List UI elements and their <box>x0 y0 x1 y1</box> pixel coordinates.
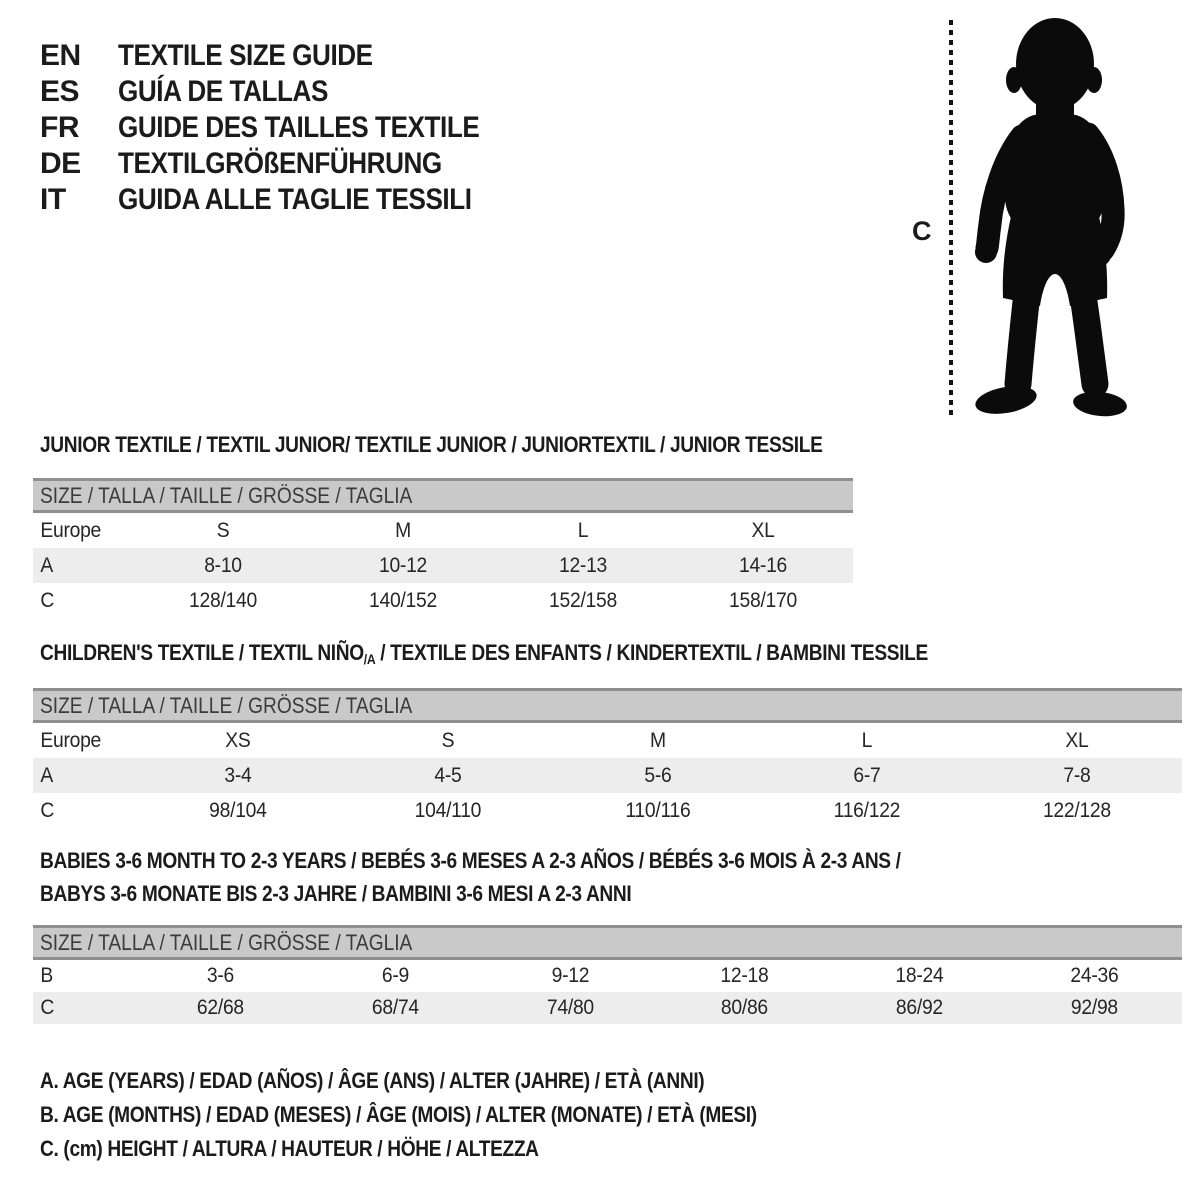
children-heading-main: CHILDREN'S TEXTILE / TEXTIL NIÑO <box>40 640 364 665</box>
table-cell: 158/170 <box>729 589 797 612</box>
table-cell: 6-9 <box>381 964 409 987</box>
table-row <box>33 548 853 583</box>
size-header-label: SIZE / TALLA / TAILLE / GRÖSSE / TAGLIA <box>40 930 413 955</box>
table-cell: Europe <box>40 519 102 542</box>
table-cell: 116/122 <box>834 799 901 822</box>
children-table-header <box>33 688 1182 723</box>
table-cell: XL <box>1065 729 1089 752</box>
table-cell: B <box>40 964 53 987</box>
footnote-text: A. AGE (YEARS) / EDAD (AÑOS) / ÂGE (ANS) / ALTER (JAHRE) / ETÀ (ANNI) <box>40 1068 705 1093</box>
table-cell: XS <box>225 729 251 752</box>
table-cell: 3-4 <box>224 764 252 787</box>
table-cell: C <box>40 589 55 612</box>
guide-title-en: TEXTILE SIZE GUIDE <box>118 39 373 72</box>
table-cell: 12-13 <box>558 554 608 577</box>
language-title-list <box>40 38 533 218</box>
toddler-legs <box>973 302 1128 418</box>
babies-heading-line2: BABYS 3-6 MONATE BIS 2-3 JAHRE / BAMBINI 3-6 MESI A 2-3 ANNI <box>40 881 632 906</box>
table-cell: 7-8 <box>1063 764 1091 787</box>
table-row <box>33 583 853 618</box>
table-cell: 86/92 <box>896 996 944 1019</box>
language-code: EN <box>40 39 81 72</box>
table-row <box>33 793 1182 828</box>
table-cell: C <box>40 799 55 822</box>
footnote-age-years <box>40 1064 864 1098</box>
table-cell: S <box>216 519 230 542</box>
table-cell: 9-12 <box>551 964 589 987</box>
toddler-head <box>1006 18 1102 120</box>
table-cell: 8-10 <box>204 554 242 577</box>
language-row-es <box>40 74 533 110</box>
language-row-fr <box>40 110 533 146</box>
children-heading-rest: / TEXTILE DES ENFANTS / KINDERTEXTIL / BAMBINI TESSILE <box>375 640 928 665</box>
language-code: IT <box>40 183 66 216</box>
children-size-table <box>33 688 1182 828</box>
junior-table-header <box>33 478 853 513</box>
table-cell: 12-18 <box>720 964 769 987</box>
children-heading-subscript: /A <box>363 651 376 667</box>
footnote-text: B. AGE (MONTHS) / EDAD (MESES) / ÂGE (MOIS) / ALTER (MONATE) / ETÀ (MESI) <box>40 1102 757 1127</box>
footnote-legend <box>40 1064 864 1166</box>
table-cell: 24-36 <box>1070 964 1119 987</box>
table-cell: 140/152 <box>369 589 437 612</box>
table-cell: A <box>40 764 53 787</box>
babies-table-header <box>33 925 1182 960</box>
babies-section-heading <box>40 844 1029 910</box>
table-cell: 10-12 <box>378 554 428 577</box>
table-cell: 80/86 <box>721 996 769 1019</box>
toddler-silhouette-image <box>960 14 1138 418</box>
table-cell: 68/74 <box>371 996 419 1019</box>
table-cell: L <box>577 519 589 542</box>
junior-size-table <box>33 478 853 618</box>
table-cell: S <box>441 729 454 752</box>
table-cell: XL <box>751 519 775 542</box>
guide-title-de: TEXTILGRÖßENFÜHRUNG <box>118 147 442 180</box>
size-header-label: SIZE / TALLA / TAILLE / GRÖSSE / TAGLIA <box>40 693 413 718</box>
table-row <box>33 723 1182 758</box>
table-cell: C <box>40 996 55 1019</box>
table-row <box>33 960 1182 992</box>
table-row <box>33 758 1182 793</box>
language-row-it <box>40 182 533 218</box>
size-header-label: SIZE / TALLA / TAILLE / GRÖSSE / TAGLIA <box>40 483 413 508</box>
table-cell: 110/116 <box>624 799 691 822</box>
guide-title-fr: GUIDE DES TAILLES TEXTILE <box>118 111 480 144</box>
babies-size-table <box>33 925 1182 1024</box>
height-measure-dashed-line <box>949 20 953 418</box>
table-cell: 104/110 <box>414 799 481 822</box>
table-row <box>33 513 853 548</box>
junior-section-heading <box>40 432 939 458</box>
footnote-height-cm <box>40 1132 864 1166</box>
footnote-text: C. (cm) HEIGHT / ALTURA / HAUTEUR / HÖHE / ALTEZZA <box>40 1136 539 1161</box>
table-cell: 3-6 <box>206 964 234 987</box>
table-cell: M <box>649 729 666 752</box>
table-cell: L <box>862 729 873 752</box>
children-heading-text <box>40 640 928 668</box>
table-cell: 122/128 <box>1043 799 1112 822</box>
table-row <box>33 992 1182 1024</box>
language-code: DE <box>40 147 81 180</box>
table-cell: 4-5 <box>434 764 462 787</box>
table-cell: 18-24 <box>895 964 944 987</box>
table-cell: 74/80 <box>546 996 594 1019</box>
table-cell: 6-7 <box>853 764 881 787</box>
table-cell: 62/68 <box>196 996 244 1019</box>
language-row-en <box>40 38 533 74</box>
guide-title-it: GUIDA ALLE TAGLIE TESSILI <box>118 183 472 216</box>
table-cell: M <box>395 519 411 542</box>
table-cell: 98/104 <box>209 799 267 822</box>
height-measure-label: C <box>912 216 932 246</box>
table-cell: Europe <box>40 729 102 752</box>
babies-heading-line1: BABIES 3-6 MONTH TO 2-3 YEARS / BEBÉS 3-6 MESES A 2-3 AÑOS / BÉBÉS 3-6 MOIS À 2-3 ANS / <box>40 848 901 873</box>
language-code: FR <box>40 111 79 144</box>
junior-heading-text: JUNIOR TEXTILE / TEXTIL JUNIOR/ TEXTILE JUNIOR / JUNIORTEXTIL / JUNIOR TESSILE <box>40 432 823 457</box>
children-section-heading <box>40 640 1061 668</box>
table-cell: 92/98 <box>1071 996 1119 1019</box>
guide-title-es: GUÍA DE TALLAS <box>118 75 328 108</box>
table-cell: 152/158 <box>549 589 617 612</box>
table-cell: 5-6 <box>643 764 672 787</box>
table-cell: A <box>40 554 53 577</box>
language-row-de <box>40 146 533 182</box>
table-cell: 14-16 <box>738 554 788 577</box>
table-cell: 128/140 <box>189 589 257 612</box>
footnote-age-months <box>40 1098 864 1132</box>
language-code: ES <box>40 75 80 108</box>
